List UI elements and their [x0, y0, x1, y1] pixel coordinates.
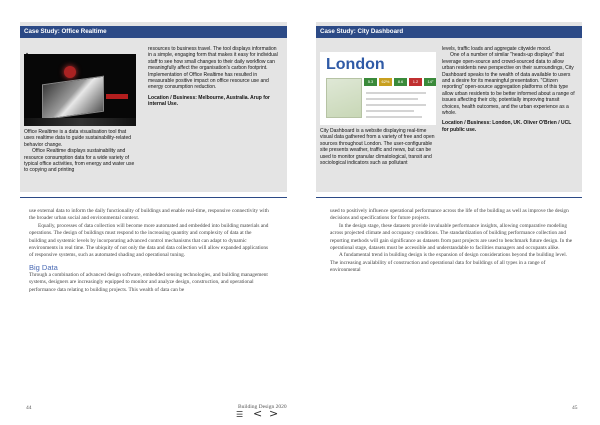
running-head: Building Design 2020 [238, 404, 287, 410]
page-number-left: 44 [26, 405, 32, 411]
chevron-right-icon[interactable]: > [269, 407, 279, 420]
body-paragraph: use external data to inform the daily functionality of buildings and enable real-time, responsive connectivity with the broader urban social and environmental context. [29, 208, 269, 222]
body-paragraph: Through a combination of advanced design software, embedded sensing technologies, and building management systems, designers are increasingly equipped to monitor and analyze design, construction, and operational performance data relating to building projects. This wealth of data can be [29, 271, 268, 293]
body-text-left [29, 208, 269, 294]
dashboard-tile: 8.6 [394, 78, 407, 86]
case-study-paragraph: levels, traffic loads and aggregate citywide mood. [442, 46, 552, 52]
display-accent [106, 94, 128, 99]
case-study-location: Location / Business: Melbourne, Australia. Arup for internal Use. [148, 94, 270, 108]
dashboard-tile: 14° [424, 78, 436, 86]
display-floor [24, 118, 136, 126]
dashboard-row [366, 110, 414, 112]
dashboard-row [366, 116, 422, 118]
body-text-right [330, 208, 574, 275]
case-study-paragraph: resources to business travel. The tool displays information in a simple, engaging form that makes it easy for individual staff to see how small changes to their daily workflow can meaningfully affect the organisation's carbon footprint. Implementation of Office Realtime has resulted in measurable positive impact on office resource use and energy consumption reduction. [148, 46, 278, 91]
case-study-city-dashboard [316, 22, 582, 192]
case-study-office-realtime [20, 22, 287, 192]
case-study-header: Case Study: Office Realtime [20, 26, 287, 38]
office-realtime-photo [24, 54, 136, 126]
dashboard-tile: 1.2 [409, 78, 422, 86]
menu-list-icon[interactable]: ☰ [236, 410, 244, 419]
case-study-paragraph: Office Realtime is a data visualisation tool that uses realtime data to guide sustainability-related behavior change. [24, 129, 132, 148]
case-study-text-col1 [320, 128, 438, 166]
dashboard-tile: 62% [379, 78, 392, 86]
dashboard-title: London [326, 56, 385, 73]
body-paragraph: A fundamental trend in building design is the expansion of design considerations beyond the building level. The increasing availability of construction and operational data for buildings of all types in a range of environmental [330, 252, 568, 274]
page-number-right: 45 [572, 405, 578, 411]
case-study-header: Case Study: City Dashboard [316, 26, 582, 38]
dashboard-row [366, 104, 426, 106]
dashboard-row [366, 98, 418, 100]
dashboard-tile: 5.3 [364, 78, 377, 86]
body-paragraph: used to positively influence operational performance across the life of the building as well as improve the design decisions and specifications for future projects. [330, 208, 569, 222]
case-study-paragraph: City Dashboard is a website displaying real-time visual data gathered from a variety of free and open sources throughout London. The user-configurable site presents weather, traffic and news, but can be used to monitor granular climatological, transit and sociological indicators such as pollutant [320, 128, 435, 167]
case-study-text-col2 [148, 46, 280, 108]
chevron-left-icon[interactable]: < [253, 407, 263, 420]
case-study-text-col1 [24, 129, 136, 174]
case-study-paragraph: One of a number of similar "heads-up displays" that leverage open-source and crowd-sourced data to allow urban residents new perspective on their surroundings, City Dashboard speaks to the wealth of data available to users and a desire for its meaningful presentation. "Citizen reporting" open-source aggregation platforms of this type allow urban residents to be better informed about a range of issues affecting their city, potentially improving transit choices, health outcomes, and the urban experience as a whole. [442, 52, 575, 117]
display-screen [42, 76, 104, 121]
dashboard-map [326, 78, 362, 118]
display-glow [64, 66, 76, 78]
body-paragraph: Equally, processes of data collection will become more automated and embedded into building materials and operations. The design of buildings must respond to the increasing quantity and complexity of data at the building and systemic levels by incorporating advanced control mechanisms that can adapt to dynamic environments in real time. The ubiquity of not only the data and data collection will allow expanded applications of responsive systems, such as automated shading and operational tuning. [29, 222, 269, 259]
body-paragraph: In the design stage, these datasets provide invaluable performance insights, allowing comparative modeling across projected climate and occupancy conditions. The standardization of building performance collection and reporting methods will gain significance as datasets from past projects are used to benchmark future design. In the operational stage, datasets must be accessible and understandable to facilities managers and occupants alike. [330, 222, 573, 252]
right-page [300, 0, 600, 425]
case-study-location: Location / Business: London, UK. Oliver O'Brien / UCL for public use. [442, 120, 572, 133]
dashboard-row [366, 92, 426, 94]
city-dashboard-screenshot [320, 52, 436, 125]
case-study-paragraph: Office Realtime displays sustainability and resource consumption data for a wide variety of typical office activities, from energy and water use to copying and printing [24, 148, 135, 174]
case-study-text-col2 [442, 46, 576, 133]
section-divider [316, 197, 582, 198]
section-divider [20, 197, 287, 198]
subhead-big-data: Big Data [29, 262, 58, 272]
